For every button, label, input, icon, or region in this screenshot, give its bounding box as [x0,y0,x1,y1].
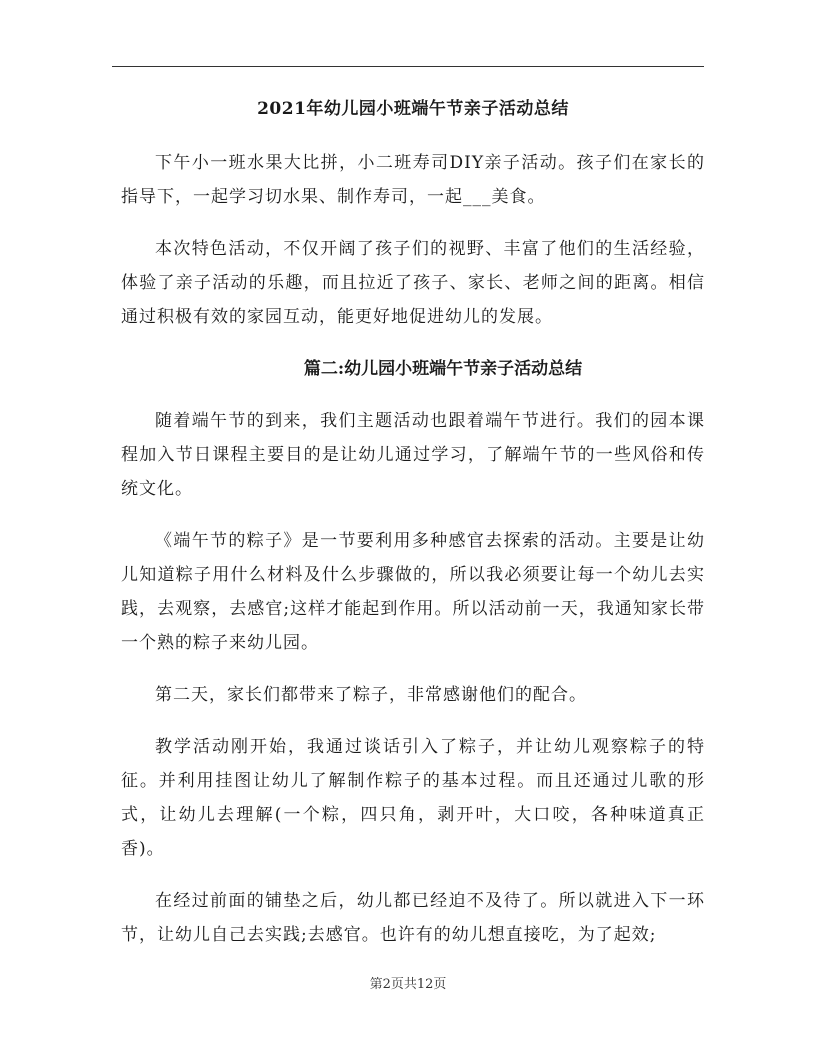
paragraph: 第二天，家长们都带来了粽子，非常感谢他们的配合。 [155,685,587,705]
paragraph: 在经过前面的铺垫之后，幼儿都已经迫不及待了。所以就进入下一环节，让幼儿自己去实践;去感官。也许有的幼儿想直接吃，为了起效; [121,891,705,945]
document-title: 2021年幼儿园小班端午节亲子活动总结 [257,99,569,119]
document-body [121,92,705,970]
paragraph: 随着端午节的到来，我们主题活动也跟着端午节进行。我们的园本课程加入节日课程主要目的是让幼儿通过学习，了解端午节的一些风俗和传统文化。 [121,411,705,499]
paragraph: 下午小一班水果大比拼，小二班寿司DIY亲子活动。孩子们在家长的指导下，一起学习切水果、制作寿司，一起___美食。 [121,153,705,207]
paragraph: 本次特色活动，不仅开阔了孩子们的视野、丰富了他们的生活经验，体验了亲子活动的乐趣，而且拉近了孩子、家长、老师之间的距离。相信通过积极有效的家园互动，能更好地促进幼儿的发展。 [121,239,705,327]
page-number-footer: 第2页共12页 [369,977,447,992]
section-heading: 篇二:幼儿园小班端午节亲子活动总结 [303,359,583,379]
paragraph: 《端午节的粽子》是一节要利用多种感官去探索的活动。主要是让幼儿知道粽子用什么材料及什么步骤做的，所以我必须要让每一个幼儿去实践，去观察，去感官;这样才能起到作用。所以活动前一天，我通知家长带一个熟的粽子来幼儿园。 [121,531,705,653]
paragraph: 教学活动刚开始，我通过谈话引入了粽子，并让幼儿观察粽子的特征。并利用挂图让幼儿了解制作粽子的基本过程。而且还通过儿歌的形式，让幼儿去理解(一个粽，四只角，剥开叶，大口咬，各种味道真正香)。 [121,737,705,859]
header-rule [112,66,704,67]
